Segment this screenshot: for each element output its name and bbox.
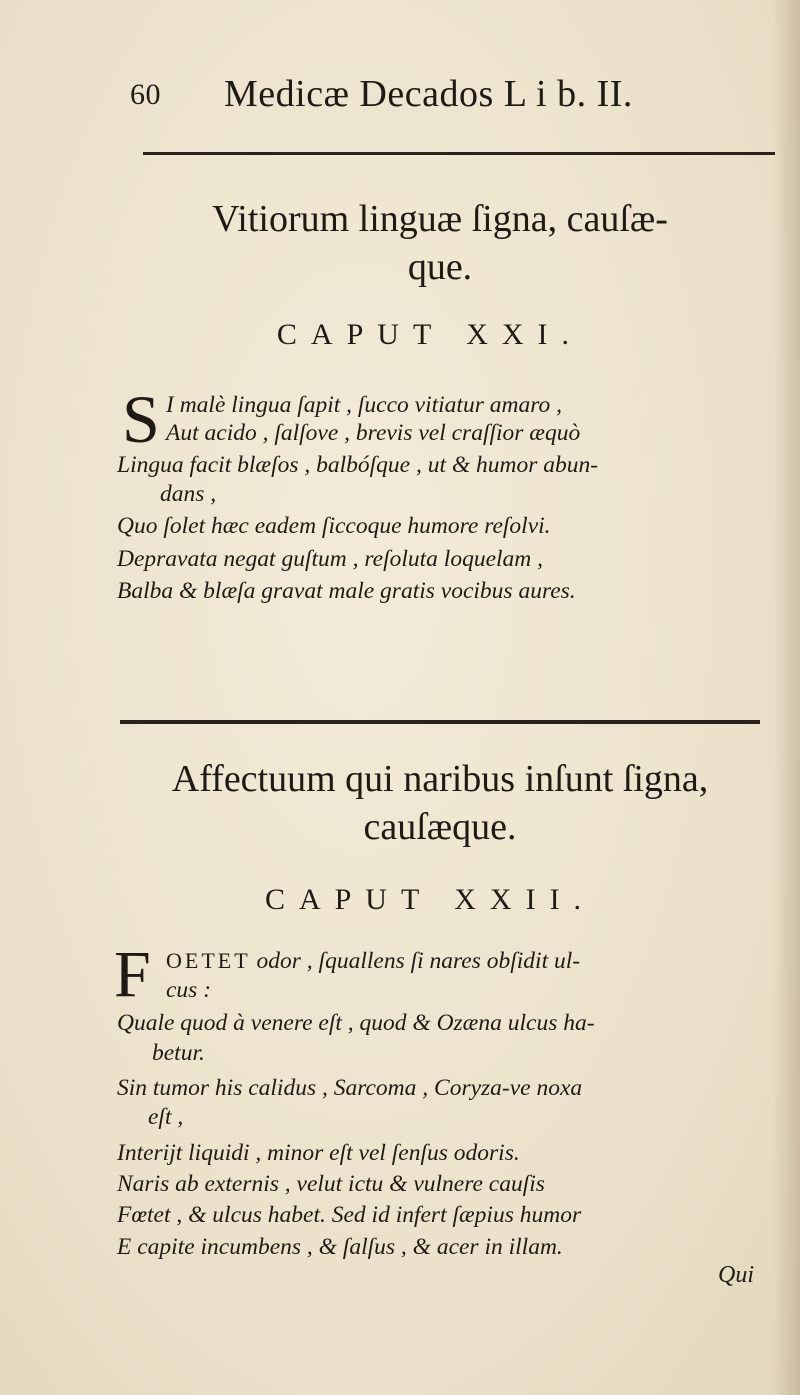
- first-word-caps: OETET: [166, 948, 251, 973]
- verse-line: Aut acido , ſalſove , brevis vel craſſior æquò: [166, 420, 581, 446]
- verse-line: cus :: [166, 977, 212, 1003]
- verse-line: Lingua facit blæſos , balbóſque , ut & humor abun-: [117, 452, 599, 478]
- verse-line: betur.: [152, 1040, 205, 1066]
- verse-text: odor , ſquallens ſi nares obſidit ul-: [256, 948, 581, 974]
- heading-line-1: Vitiorum linguæ ſigna, cauſæ-: [212, 198, 668, 240]
- page-number: 60: [130, 78, 161, 111]
- verse-line: [166, 948, 800, 975]
- verse-line: Quale quod à venere eſt , quod & Ozæna ulcus ha-: [117, 1010, 595, 1036]
- verse-line: Fœtet , & ulcus habet. Sed id infert ſæpius humor: [117, 1202, 582, 1228]
- running-title: Medicæ Decados L i b. II.: [224, 73, 633, 115]
- verse-line: E capite incumbens , & ſalſus , & acer in illam.: [117, 1234, 563, 1260]
- verse-line: Sin tumor his calidus , Sarcoma , Coryza-ve noxa: [117, 1075, 583, 1101]
- verse-line: Naris ab externis , velut ictu & vulnere cauſis: [117, 1171, 545, 1197]
- heading-line-2: cauſæque.: [363, 806, 517, 848]
- dropcap-f: F: [114, 938, 151, 1011]
- heading-line-2: que.: [407, 246, 473, 288]
- verse-line: I malè lingua ſapit , ſucco vitiatur amaro ,: [166, 392, 562, 418]
- caput-label-22: CAPUT XXII.: [264, 883, 596, 916]
- header-rule: [143, 152, 775, 155]
- verse-line: Quo ſolet hæc eadem ſiccoque humore reſolvi.: [117, 513, 551, 539]
- verse-line: Interijt liquidi , minor eſt vel ſenſus odoris.: [117, 1140, 520, 1166]
- verse-line: dans ,: [160, 481, 217, 507]
- dropcap-s: S: [122, 381, 160, 457]
- verse-line: eſt ,: [148, 1104, 184, 1130]
- chapter-heading-22: [110, 755, 770, 851]
- verse-line: Depravata negat guſtum , reſoluta loquelam ,: [117, 546, 543, 572]
- section-divider: [120, 720, 760, 724]
- verse-line: Balba & blæſa gravat male gratis vocibus aures.: [117, 578, 576, 604]
- heading-line-1: Affectuum qui naribus inſunt ſigna,: [171, 758, 709, 800]
- caput-label-21: CAPUT XXI.: [276, 318, 584, 351]
- running-header: [130, 72, 730, 122]
- chapter-heading-21: [110, 195, 770, 291]
- catchword: Qui: [718, 1262, 754, 1288]
